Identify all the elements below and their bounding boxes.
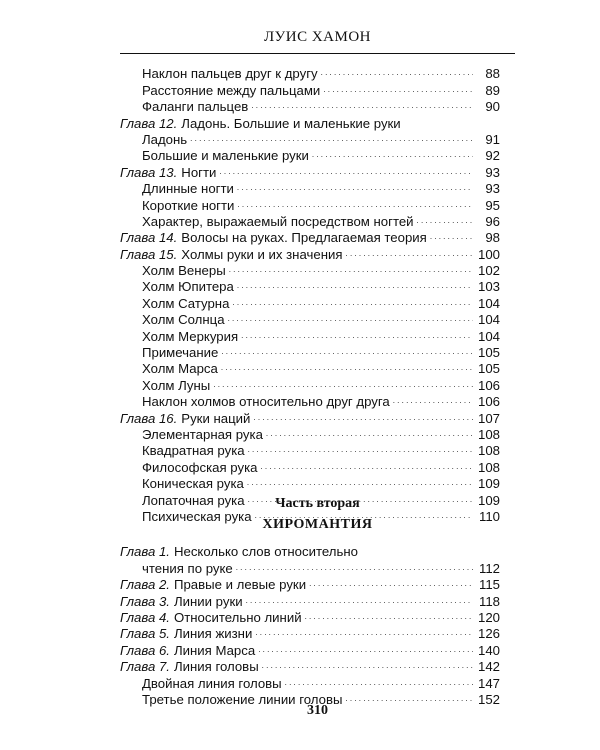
dot-leader (417, 215, 473, 227)
dot-leader (321, 67, 473, 79)
entry-page-number: 93 (485, 181, 500, 197)
entry-title: Волосы на руках. Предлагаемая теория (181, 230, 427, 246)
entry-page-number: 100 (477, 246, 500, 262)
page-number: 310 (307, 703, 328, 718)
entry-page-number: 118 (478, 593, 500, 609)
entry-title: Большие и маленькие руки (142, 148, 309, 164)
toc-section-entry (120, 560, 500, 576)
entry-title: Холм Солнца (142, 312, 225, 328)
toc-section-entry (120, 476, 500, 492)
entry-page-number: 105 (477, 345, 500, 361)
toc-chapter-entry (120, 659, 500, 675)
dot-leader (309, 578, 473, 590)
entry-title: Холмы руки и их значения (181, 246, 343, 262)
entry-page-number: 147 (477, 675, 500, 691)
entry-page-number: 109 (477, 492, 500, 508)
dot-leader (251, 100, 473, 112)
toc-part-one (120, 66, 500, 525)
toc-section-entry (120, 66, 500, 82)
dot-leader (237, 199, 473, 211)
dot-leader (346, 248, 474, 260)
dot-leader (213, 379, 473, 391)
entry-title: Третье положение линии головы (142, 691, 343, 707)
dot-leader (285, 677, 473, 689)
toc-section-entry (120, 394, 500, 410)
entry-page-number: 120 (477, 609, 500, 625)
toc-section-entry (120, 99, 500, 115)
toc-section-entry (120, 214, 500, 230)
entry-page-number: 105 (477, 361, 500, 377)
entry-page-number: 102 (477, 263, 500, 279)
dot-leader (228, 313, 473, 325)
chapter-label: Глава 2. (120, 577, 170, 593)
toc-section-entry (120, 279, 500, 295)
toc-chapter-entry (120, 610, 500, 626)
dot-leader (247, 477, 473, 489)
entry-title: Холм Юпитера (142, 279, 234, 295)
toc-section-entry (120, 295, 500, 311)
toc-section-entry (120, 197, 500, 213)
chapter-label: Глава 5. (120, 626, 170, 642)
entry-page-number: 104 (477, 295, 500, 311)
entry-title: Расстояние между пальцами (142, 82, 321, 98)
dot-leader (241, 330, 473, 342)
entry-page-number: 115 (478, 577, 500, 593)
toc-section-entry (120, 312, 500, 328)
entry-page-number: 104 (477, 328, 500, 344)
entry-page-number: 108 (477, 426, 500, 442)
dot-leader (323, 84, 473, 96)
entry-title: Наклон пальцев друг к другу (142, 66, 318, 82)
entry-page-number: 108 (477, 459, 500, 475)
part-title: ХИРОМАНТИЯ (262, 517, 373, 532)
entry-title: Линии руки (173, 593, 243, 609)
entry-page-number: 88 (485, 66, 500, 82)
dot-leader (236, 562, 473, 574)
entry-page-number: 95 (485, 197, 500, 213)
part-label: Часть вторая (275, 496, 360, 511)
entry-title: Холм Сатурна (142, 295, 230, 311)
toc-section-entry (120, 263, 500, 279)
dot-leader (393, 395, 473, 407)
entry-title: Элементарная рука (142, 426, 263, 442)
dot-leader (430, 231, 473, 243)
entry-title: Философская рука (142, 459, 258, 475)
entry-page-number: 106 (477, 377, 500, 393)
dot-leader (237, 280, 473, 292)
entry-title: Коническая рука (142, 476, 244, 492)
dot-leader (255, 627, 473, 639)
dot-leader (266, 428, 473, 440)
toc-chapter-entry (120, 230, 500, 246)
entry-title: Квадратная рука (142, 443, 245, 459)
entry-page-number: 93 (485, 164, 500, 180)
toc-chapter-entry (120, 410, 500, 426)
entry-page-number: 152 (477, 691, 500, 707)
dot-leader (246, 595, 473, 607)
dot-leader (219, 166, 473, 178)
entry-title: Лопаточная рука (142, 492, 245, 508)
toc-section-entry (120, 675, 500, 691)
toc-section-entry (120, 459, 500, 475)
entry-title: Ладонь (142, 131, 188, 147)
chapter-label: Глава 15. (120, 246, 178, 262)
dot-leader (232, 297, 473, 309)
entry-page-number: 108 (477, 443, 500, 459)
entry-page-number: 92 (485, 148, 500, 164)
chapter-label: Глава 7. (120, 659, 170, 675)
entry-page-number: 89 (485, 82, 500, 98)
chapter-label: Глава 12. (120, 115, 178, 131)
entry-title: Холм Луны (142, 377, 211, 393)
entry-page-number: 106 (477, 394, 500, 410)
entry-page-number: 96 (485, 213, 500, 229)
entry-title: Правые и левые руки (173, 577, 307, 593)
toc-part-two (120, 544, 500, 708)
entry-title: Длинные ногти (142, 181, 234, 197)
dot-leader (221, 346, 473, 358)
entry-title: Линия жизни (173, 626, 253, 642)
dot-leader (253, 412, 473, 424)
running-head: ЛУИС ХАМОН (263, 29, 372, 45)
entry-page-number: 110 (478, 508, 500, 524)
header-rule (120, 53, 515, 54)
toc-section-entry (120, 132, 500, 148)
chapter-label: Глава 13. (120, 164, 178, 180)
dot-leader (312, 149, 473, 161)
dot-leader (229, 264, 473, 276)
chapter-label: Глава 1. (120, 544, 170, 560)
toc-section-entry (120, 148, 500, 164)
entry-page-number: 107 (477, 410, 500, 426)
chapter-label: Глава 3. (120, 593, 170, 609)
entry-title: Двойная линия головы (142, 675, 282, 691)
entry-title: Холм Марса (142, 361, 218, 377)
toc-chapter-entry (120, 626, 500, 642)
toc-section-entry (120, 328, 500, 344)
entry-page-number: 104 (477, 312, 500, 328)
entry-title: Ладонь. Большие и маленькие руки (181, 115, 401, 131)
toc-section-entry (120, 181, 500, 197)
entry-page-number: 91 (485, 131, 500, 147)
entry-page-number: 142 (477, 659, 500, 675)
entry-title: Наклон холмов относительно друг друга (142, 394, 390, 410)
entry-title: Несколько слов относительно (173, 544, 358, 560)
dot-leader (305, 611, 473, 623)
entry-title: Относительно линий (173, 609, 302, 625)
entry-title: Холм Венеры (142, 263, 226, 279)
dot-leader (237, 182, 473, 194)
toc-chapter-entry (120, 544, 500, 560)
dot-leader (258, 644, 473, 656)
chapter-label: Глава 6. (120, 642, 170, 658)
toc-section-entry (120, 443, 500, 459)
toc-chapter-entry (120, 246, 500, 262)
entry-title: Характер, выражаемый посредством ногтей (142, 213, 414, 229)
chapter-label: Глава 4. (120, 609, 170, 625)
entry-title: Ногти (181, 164, 217, 180)
toc-section-entry (120, 82, 500, 98)
dot-leader (190, 133, 473, 145)
entry-title: Холм Меркурия (142, 328, 239, 344)
entry-page-number: 140 (477, 642, 500, 658)
chapter-label: Глава 16. (120, 410, 178, 426)
entry-title: Примечание (142, 345, 219, 361)
entry-title: Руки наций (181, 410, 251, 426)
entry-title: Линия Марса (173, 642, 256, 658)
dot-leader (260, 461, 473, 473)
entry-title: Линия головы (173, 659, 259, 675)
entry-page-number: 109 (477, 476, 500, 492)
chapter-label: Глава 14. (120, 230, 178, 246)
entry-title: Психическая рука (142, 508, 252, 524)
entry-page-number: 112 (478, 560, 500, 576)
toc-section-entry (120, 361, 500, 377)
toc-chapter-entry (120, 115, 500, 131)
toc-section-entry (120, 345, 500, 361)
toc-chapter-entry (120, 164, 500, 180)
entry-title: Короткие ногти (142, 197, 235, 213)
toc-section-entry (120, 377, 500, 393)
entry-page-number: 103 (477, 279, 500, 295)
toc-chapter-entry (120, 577, 500, 593)
toc-chapter-entry (120, 593, 500, 609)
entry-page-number: 90 (485, 99, 500, 115)
entry-page-number: 126 (477, 626, 500, 642)
toc-section-entry (120, 427, 500, 443)
entry-page-number: 98 (485, 230, 500, 246)
entry-title: Фаланги пальцев (142, 99, 249, 115)
entry-title: чтения по руке (142, 560, 233, 576)
dot-leader (221, 362, 473, 374)
dot-leader (248, 444, 473, 456)
dot-leader (262, 660, 473, 672)
toc-chapter-entry (120, 642, 500, 658)
